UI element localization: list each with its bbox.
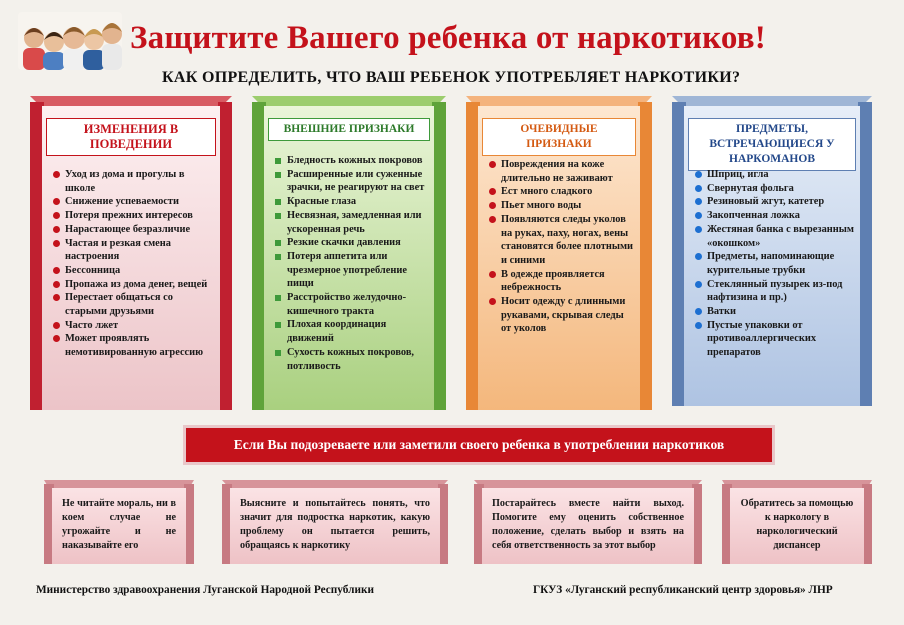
list-item: Расширенные или суженные зрачки, не реагируют на свет xyxy=(274,168,428,195)
tip-box xyxy=(44,480,194,564)
behavior-changes-list xyxy=(52,168,214,360)
list-item: Может проявлять немотивированную агрессию xyxy=(52,332,214,359)
list-item: Жестяная банка с вырезанным «окошком» xyxy=(694,223,854,250)
list-item: Перестает общаться со старыми друзьями xyxy=(52,291,214,318)
tip-text: Постарайтесь вместе найти выход. Помогите ему оценить собственное положение, сделать выбор и взять на себя ответственность за этот выбор xyxy=(482,488,694,564)
list-item: Пьет много воды xyxy=(488,199,634,213)
external-signs-list xyxy=(274,154,428,373)
external-signs-box xyxy=(252,96,446,410)
list-item: Пустые упаковки от противоаллергических препаратов xyxy=(694,319,854,360)
list-item: Ест много сладкого xyxy=(488,185,634,199)
list-item: Повреждения на коже длительно не заживают xyxy=(488,158,634,185)
list-item: Нарастающее безразличие xyxy=(52,223,214,237)
list-item: Частая и резкая смена настроения xyxy=(52,237,214,264)
list-item: Резкие скачки давления xyxy=(274,236,428,250)
footer-health-center: ГКУЗ «Луганский республиканский центр здоровья» ЛНР xyxy=(533,584,833,596)
tip-box xyxy=(722,480,872,564)
drug-items-list xyxy=(694,168,854,360)
footer-ministry: Министерство здравоохранения Луганской Народной Республики xyxy=(36,584,375,596)
list-item: Плохая координация движений xyxy=(274,318,428,345)
tip-box xyxy=(474,480,702,564)
list-item: Бессонница xyxy=(52,264,214,278)
list-item: Пропажа из дома денег, вещей xyxy=(52,278,214,292)
behavior-changes-heading: ИЗМЕНЕНИЯ В ПОВЕДЕНИИ xyxy=(46,118,216,156)
list-item: В одежде проявляется небрежность xyxy=(488,268,634,295)
list-item: Снижение успеваемости xyxy=(52,195,214,209)
list-item: Часто лжет xyxy=(52,319,214,333)
suspicion-banner: Если Вы подозреваете или заметили своего ребенка в употреблении наркотиков xyxy=(186,428,772,462)
list-item: Шприц, игла xyxy=(694,168,854,182)
tip-text: Выясните и попытайтесь понять, что значит для подростка наркотик, какую проблему он пытается решить, обращаясь к наркотику xyxy=(230,488,440,564)
list-item: Бледность кожных покровов xyxy=(274,154,428,168)
list-item: Несвязная, замедленная или ускоренная речь xyxy=(274,209,428,236)
list-item: Красные глаза xyxy=(274,195,428,209)
obvious-signs-box xyxy=(466,96,652,410)
obvious-signs-list xyxy=(488,158,634,336)
poster-subtitle: КАК ОПРЕДЕЛИТЬ, ЧТО ВАШ РЕБЕНОК УПОТРЕБЛЯЕТ НАРКОТИКИ? xyxy=(162,69,741,86)
list-item: Предметы, напоминающие курительные трубки xyxy=(694,250,854,277)
list-item: Ватки xyxy=(694,305,854,319)
list-item: Свернутая фольга xyxy=(694,182,854,196)
list-item: Резиновый жгут, катетер xyxy=(694,195,854,209)
behavior-changes-box xyxy=(30,96,232,410)
tip-text: Не читайте мораль, ни в коем случае не угрожайте и не наказывайте его xyxy=(52,488,186,564)
list-item: Стеклянный пузырек из-под нафтизина и пр.) xyxy=(694,278,854,305)
obvious-signs-heading: ОЧЕВИДНЫЕ ПРИЗНАКИ xyxy=(482,118,636,156)
drug-items-box xyxy=(672,96,872,406)
list-item: Носит одежду с длинными рукавами, скрывая следы от уколов xyxy=(488,295,634,336)
teenagers-photo xyxy=(18,12,122,70)
external-signs-heading: ВНЕШНИЕ ПРИЗНАКИ xyxy=(268,118,430,141)
drug-items-heading: ПРЕДМЕТЫ, ВСТРЕЧАЮЩИЕСЯ У НАРКОМАНОВ xyxy=(688,118,856,171)
list-item: Расстройство желудочно-кишечного тракта xyxy=(274,291,428,318)
tip-text: Обратитесь за помощью к наркологу в наркологический диспансер xyxy=(730,488,864,564)
list-item: Сухость кожных покровов, потливость xyxy=(274,346,428,373)
list-item: Уход из дома и прогулы в школе xyxy=(52,168,214,195)
list-item: Потеря аппетита или чрезмерное употребление пищи xyxy=(274,250,428,291)
list-item: Закопченная ложка xyxy=(694,209,854,223)
list-item: Потеря прежних интересов xyxy=(52,209,214,223)
list-item: Появляются следы уколов на руках, паху, ногах, вены становятся более плотными и синими xyxy=(488,213,634,268)
poster-title: Защитите Вашего ребенка от наркотиков! xyxy=(130,20,766,56)
tip-box xyxy=(222,480,448,564)
